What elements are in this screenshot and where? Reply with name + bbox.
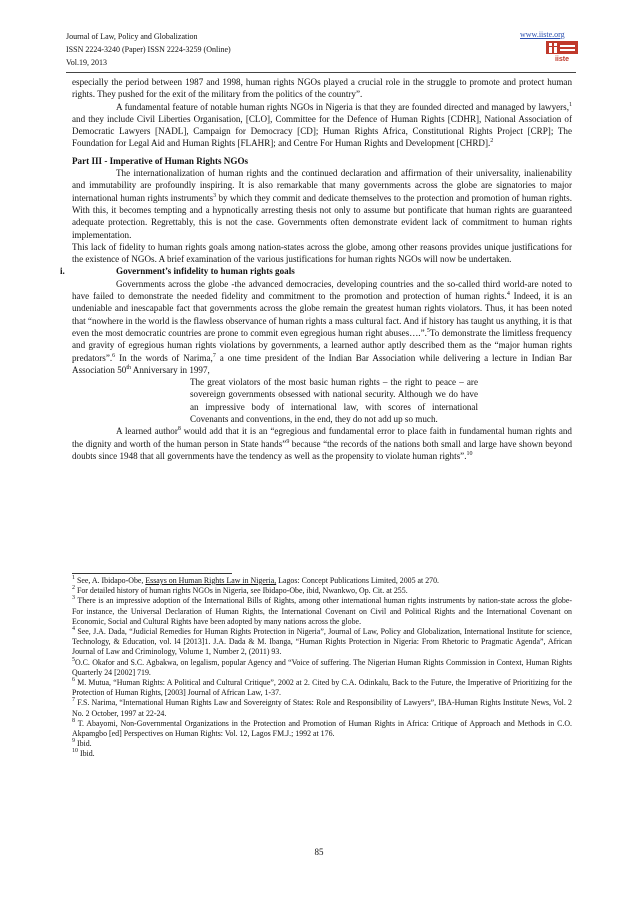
paragraph: The internationalization of human rights and the continued declaration and affirmation of their universality, inalienability and immutability are profoundly inspiring. It is also remarkable that many governments across the globe are signatories to major international human rights instruments$^3$ by which they commit and dedicate themselves to the protection and promotion of human rights. With this, it becomes tempting and a hypnotically arresting thesis not only to assume but pontificate that human rights are guaranteed adequate protection. Regrettably, this is not the case. Governments often demonstrate evident lack of commitment to human rights implementation. (72, 168, 572, 240)
paragraph: Governments across the globe -the advanced democracies, developing countries and the so-called third world-are noted to have failed to demonstrate the needed fidelity and commitment to the promotion and protection of human rights.$^4$ Indeed, it is an undeniable and inescapable fact that governments across the globe remain the greatest human rights violators. Thus, it has been noted that “nowhere in the world is the flawless observance of human rights a mass cultural fact. And if history has taught us anything, it is that even the most democratic countries are prone to commit even egregious human right abuses….”.$^5$To demonstrate the limitless frequency and gravity of egregious human rights violations by governments, a learned author aptly described them as the “major human rights predators”.$^6$ In the words of Narima,$^7$ a one time president of the Indian Bar Association while delivering a lecture in Indian Bar Association 50th Anniversary in 1997, (72, 278, 572, 375)
journal-header (66, 30, 231, 69)
footnotes (72, 576, 572, 760)
page-number: 85 (314, 847, 324, 857)
footnote: $^1$ See, A. Ibidapo-Obe, Essays on Human Rights Law in Nigeria, Lagos: Concept Publications Limited, 2005 at 270. (72, 575, 440, 585)
volume-line: Vol.19, 2013 (66, 58, 107, 67)
issn-line: ISSN 2224-3240 (Paper) ISSN 2224-3259 (Online) (66, 45, 231, 54)
footnote: $^3$ There is an impressive adoption of the International Bills of Rights, among other international human rights instruments by nation-state across the globe- For instance, the Universal Declaration of Human Rights, the International Covenant on Civil and Political Rights and the International Covenant on Economic, Social and Cultural Rights have been adopted by many nations across the globe. (72, 595, 572, 626)
footnote: $^2$ For detailed history of human rights NGOs in Nigeria, see Ibidapo-Obe, ibid, Nwankwo, Op. Cit. at 255. (72, 585, 408, 596)
journal-title: Journal of Law, Policy and Globalization (66, 32, 198, 41)
footnote-divider (72, 573, 232, 574)
paragraph: A fundamental feature of notable human rights NGOs in Nigeria is that they are founded directed and managed by lawyers,$^1$ and they include Civil Liberties Organisation, [CLO], Committee for the Defence of Human Rights [CDHR], National Association of Democratic Lawyers [NADL], Campaign for Democracy [CD]; Human Rights Africa, Constitutional Rights Project [CRP]; The Foundation for Legal Aid and Human Rights [FLAHR]; and Centre For Human Rights and Development [CHRD].$^2$ (72, 101, 572, 149)
block-quote: The great violators of the most basic human rights – the right to peace – are sovereign governments obsessed with national security. Although we do have an impressive body of international law, with scores of international Covenants and conventions, in the end, they do not add up so much. (190, 377, 478, 425)
footnote: $^5$O.C. Okafor and S.C. Agbakwa, on legalism, popular Agency and “Voice of suffering. The Nigerian Human Rights Commission in Context, Human Rights Quarterly 24 [2002] 719. (72, 656, 572, 677)
paragraph: A learned author$^8$ would add that it is an “egregious and fundamental error to place faith in fundamental human rights and the dignity and worth of the human person in State hands”$^9$ because “the records of the nations both small and large have shown beyond doubts since 1948 that all governments have the tendency as well as the propensity to violate human rights”.$^{10}$ (72, 426, 572, 461)
subsection-heading: i. Government’s infidelity to human rights goals (60, 266, 295, 277)
header-divider (66, 72, 576, 73)
section-heading: Part III - Imperative of Human Rights NGOs (72, 155, 249, 166)
footnote: $^9$ Ibid. (72, 738, 92, 749)
footnote: $^7$ F.S. Narima, “International Human Rights Law and Sovereignty of States: Role and Responsibility of Lawyers”, IBA-Human Rights Institute News, Vol. 2 No. 2 October, 1997 at 22-24. (72, 697, 572, 718)
footnote: $^8$ T. Abayomi, Non-Governmental Organizations in the Protection and Promotion of Human Rights in Africa: Critique of Approach and Methods in C.O. Akpamgbo [ed] Perspectives on Human Rights: Vol. 12, Lagos FM.J.; 1992 at 176. (72, 717, 572, 739)
footnote: $^4$ See, J.A. Dada, “Judicial Remedies for Human Rights Protection in Nigeria”, Journal of Law, Policy and Globalization, International Institute for science, Technology, & Education, vol. l4 [2013]1. J.A. Dada & M. Ibanga, “Human Rights Protection in Nigeria: From Rhetoric to Pragmatic Agenda”, African Journal of Law and Criminology, Volume 1, Number 2, (2011) 93. (72, 626, 572, 657)
paragraph: especially the period between 1987 and 1998, human rights NGOs played a crucial role in the struggle to promote and protect human rights. They pushed for the exit of the military from the politics of the country”. (72, 77, 572, 100)
footnote: $^{10}$ Ibid. (72, 748, 95, 759)
paragraph: This lack of fidelity to human rights goals among nation-states across the globe, among other reasons provides unique justifications for the existence of NGOs. A brief examination of the various justifications for human rights NGOs will now be undertaken. (72, 241, 572, 265)
article-body (60, 76, 572, 462)
logo-text: iiste (554, 56, 570, 63)
iiste-logo-icon (546, 41, 578, 63)
footnote: $^6$ M. Mutua, “Human Rights: A Political and Cultural Critique”, 2002 at 2. Cited by C.A. Odinkalu, Back to the Future, the Imperative of Prioritizing for the Protection of Human Rights, [2003] Journal of African Law, 1-37. (72, 677, 572, 698)
journal-url-link[interactable]: www.iiste.org (520, 30, 565, 39)
